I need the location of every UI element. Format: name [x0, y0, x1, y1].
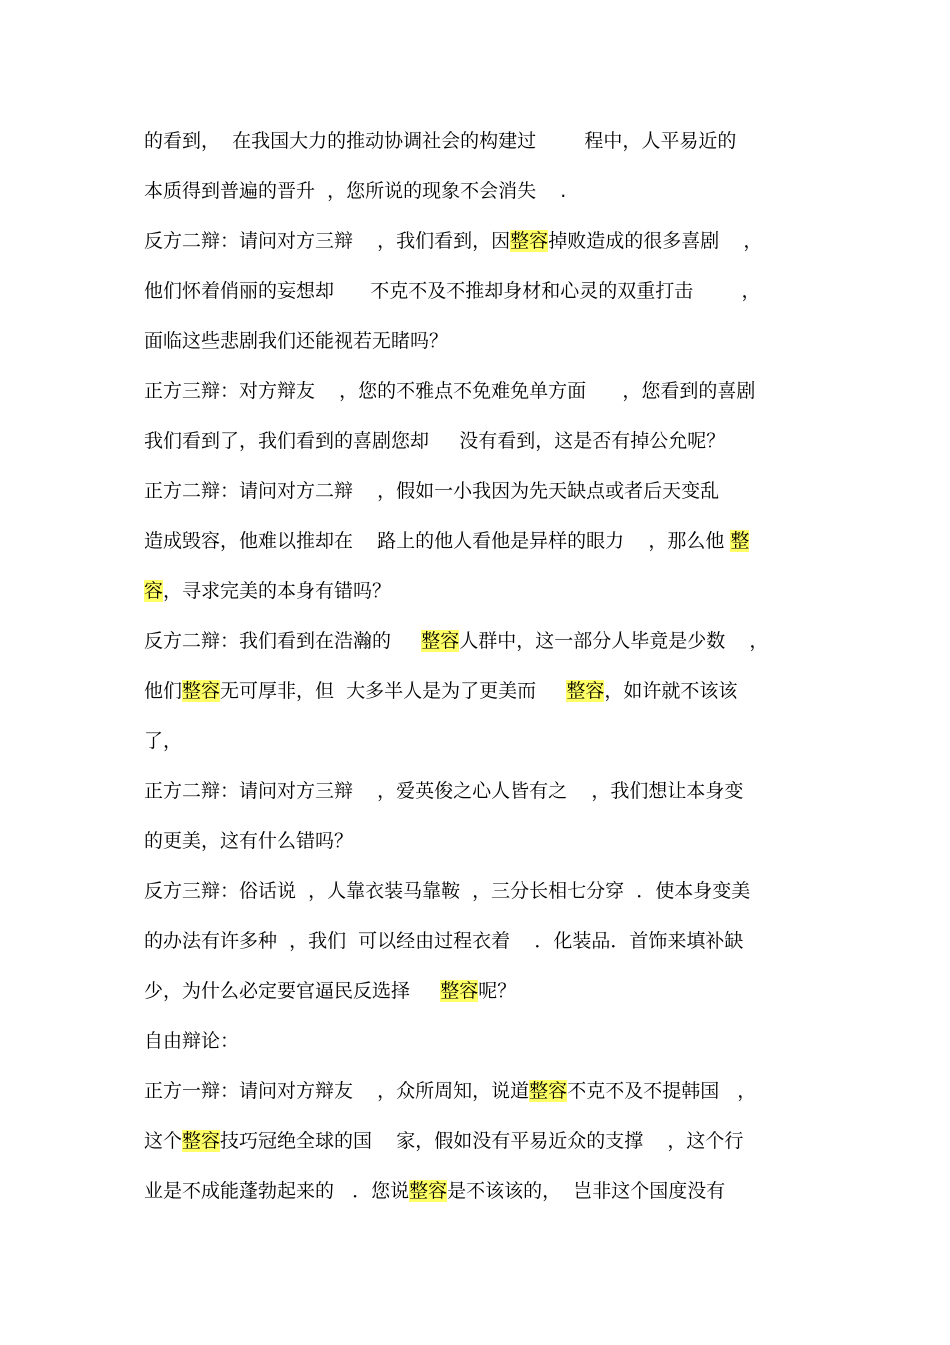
- highlighted-keyword: 容: [144, 580, 164, 602]
- text-line: [144, 524, 749, 558]
- text-line: [144, 1074, 756, 1108]
- text-line: [144, 574, 391, 608]
- text-segment: 业是不成能蓬勃起来的 ．您说: [144, 1180, 410, 1202]
- text-segment: 反方三辩：俗话说 ，人靠衣装马靠鞍 ，三分长相七分穿 ．使本身变美: [144, 880, 751, 902]
- text-line: [144, 324, 448, 358]
- text-line: [144, 1124, 743, 1158]
- text-line: [144, 674, 737, 708]
- text-line: [144, 724, 182, 758]
- text-segment: 正方二辩：请问对方三辩 ，爱英俊之心人皆有之 ，我们想让本身变: [144, 780, 744, 802]
- text-segment: 的更美，这有什么错吗？: [144, 830, 354, 852]
- text-line: [144, 124, 736, 158]
- highlighted-keyword: 整容: [529, 1080, 568, 1102]
- text-segment: 无可厚非，但 大多半人是为了更美而: [220, 680, 567, 702]
- highlighted-keyword: 整容: [409, 1180, 448, 1202]
- text-segment: 他们怀着俏丽的妄想却 不克不及不推却身材和心灵的双重打击 ，: [144, 280, 761, 302]
- text-line: [144, 1174, 725, 1208]
- text-line: [144, 774, 743, 808]
- highlighted-keyword: 整容: [510, 230, 549, 252]
- text-line: [144, 224, 762, 258]
- text-segment: 掉败造成的很多喜剧 ，: [548, 230, 763, 252]
- text-segment: 这个: [144, 1130, 183, 1152]
- text-segment: 自由辩论：: [144, 1030, 240, 1052]
- text-segment: 正方三辩：对方辩友 ，您的不雅点不免难免单方面 ，您看到的喜剧: [144, 380, 756, 402]
- text-line: [144, 474, 719, 508]
- text-segment: 面临这些悲剧我们还能视若无睹吗？: [144, 330, 449, 352]
- text-segment: 造成毁容，他难以推却在 路上的他人看他是异样的眼力 ，那么他: [144, 530, 731, 552]
- highlighted-keyword: 整容: [440, 980, 479, 1002]
- text-segment: 正方一辩：请问对方辩友 ，众所周知，说道: [144, 1080, 530, 1102]
- text-segment: 人群中，这一部分人毕竟是少数 ，: [459, 630, 769, 652]
- text-line: [144, 1024, 239, 1058]
- text-segment: 不克不及不提韩国 ，: [567, 1080, 757, 1102]
- text-segment: 本质得到普遍的晋升 ，您所说的现象不会消失 .: [144, 180, 567, 202]
- text-segment: ，如许就不该该: [604, 680, 738, 702]
- text-line: [144, 174, 566, 208]
- highlighted-keyword: 整容: [182, 1130, 221, 1152]
- text-segment: 的办法有许多种 ，我们 可以经由过程衣着 ．化装品．首饰来填补缺: [144, 930, 744, 952]
- text-line: [144, 974, 516, 1008]
- text-line: [144, 424, 725, 458]
- text-segment: 是不该该的， 岂非这个国度没有: [447, 1180, 726, 1202]
- text-segment: 我们看到了，我们看到的喜剧您却 没有看到，这是否有掉公允呢？: [144, 430, 726, 452]
- text-line: [144, 274, 761, 308]
- text-segment: 了，: [144, 730, 183, 752]
- text-segment: 正方二辩：请问对方二辩 ，假如一小我因为先天缺点或者后天变乱: [144, 480, 720, 502]
- text-line: [144, 874, 750, 908]
- text-segment: 他们: [144, 680, 183, 702]
- highlighted-keyword: 整: [730, 530, 750, 552]
- text-segment: ，寻求完美的本身有错吗？: [163, 580, 392, 602]
- text-line: [144, 624, 768, 658]
- text-segment: 技巧冠绝全球的国 家，假如没有平易近众的支撑 ，这个行: [220, 1130, 744, 1152]
- text-segment: 反方二辩：我们看到在浩瀚的: [144, 630, 422, 652]
- highlighted-keyword: 整容: [182, 680, 221, 702]
- text-segment: 的看到， 在我国大力的推动协调社会的构建过 程中，人平易近的: [144, 130, 737, 152]
- text-segment: 少，为什么必定要官逼民反选择: [144, 980, 441, 1002]
- text-line: [144, 374, 755, 408]
- text-line: [144, 824, 353, 858]
- highlighted-keyword: 整容: [566, 680, 605, 702]
- text-line: [144, 924, 743, 958]
- highlighted-keyword: 整容: [421, 630, 460, 652]
- text-segment: 反方二辩：请问对方三辩 ，我们看到，因: [144, 230, 511, 252]
- text-segment: 呢？: [478, 980, 517, 1002]
